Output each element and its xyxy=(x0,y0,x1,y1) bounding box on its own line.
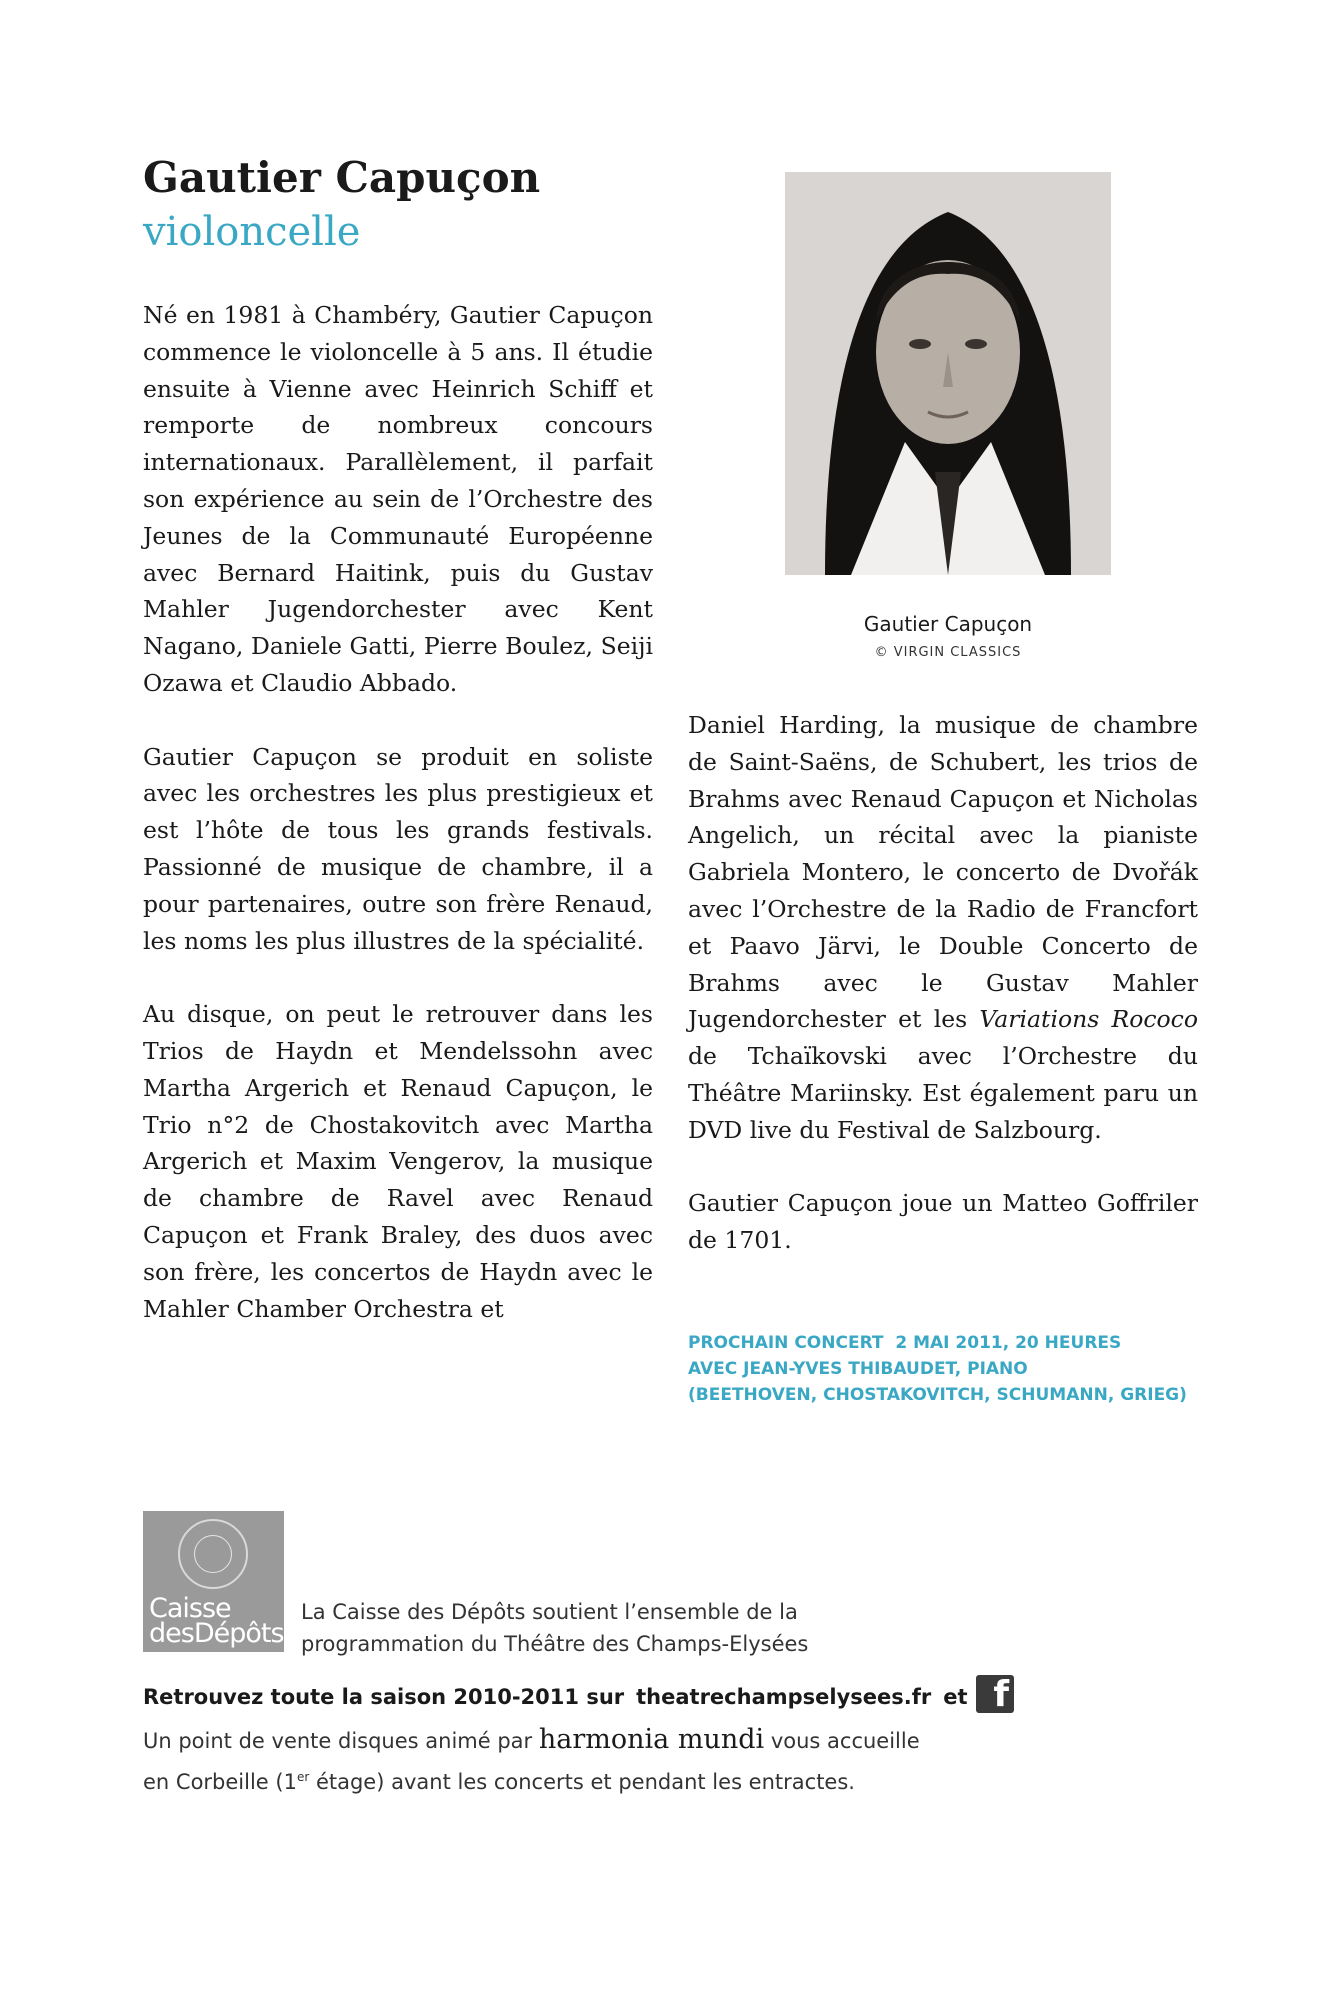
photo-caption: Gautier Capuçon xyxy=(863,612,1033,636)
record-shop-note: Un point de vente disques animé par harmonia mundi vous accueille en Corbeille (1er étage) avant les concerts et pendant les entractes. xyxy=(143,1724,920,1794)
bio-text: Daniel Harding, la musique de chambre de Saint-Saëns, de Schubert, les trios de Brahms avec Renaud Capuçon et Nicholas Angelich, un récital avec la pianiste Gabriela Montero, le concerto de Dvořák avec l’Orchestre de la Radio de Francfort et Paavo Järvi, le Double Concerto de Brahms avec le Gustav Mahler Jugendorchester et les xyxy=(688,711,1198,1034)
facebook-icon[interactable] xyxy=(976,1675,1014,1713)
bio-text: de Tchaïkovski avec l’Orchestre du Théâtre Mariinsky. Est également paru un DVD live du Festival de Salzbourg. xyxy=(688,1042,1198,1144)
bio-paragraph: Gautier Capuçon se produit en soliste avec les orchestres les plus prestigieux et est l’hôte de tous les grands festivals. Passionné de musique de chambre, il a pour partenaires, outre son frère Renaud, les noms les plus illustres de la spécialité. xyxy=(143,742,653,955)
artist-photo xyxy=(785,172,1111,575)
next-concert-label: PROCHAIN CONCERT xyxy=(688,1333,884,1353)
next-concert-with: AVEC JEAN-YVES THIBAUDET, PIANO xyxy=(688,1359,1028,1379)
bio-italic-title: Variations Rococo xyxy=(979,1005,1198,1034)
bio-right-column xyxy=(688,707,1198,1296)
logo-text: desDépôts xyxy=(149,1618,284,1649)
sponsor-text: La Caisse des Dépôts soutient l’ensemble de la programmation du Théâtre des Champs-Elysées xyxy=(301,1600,809,1656)
next-concert-line-1 xyxy=(688,1330,1228,1356)
season-line xyxy=(143,1685,968,1709)
bio-paragraph xyxy=(688,707,1198,1149)
photo-credit: © VIRGIN CLASSICS xyxy=(874,645,1022,660)
website-link[interactable]: theatrechampselysees.fr xyxy=(636,1685,932,1709)
next-concert-program: (BEETHOVEN, CHOSTAKOVITCH, SCHUMANN, GRIEG) xyxy=(688,1385,1187,1405)
artist-instrument: violoncelle xyxy=(143,209,361,255)
facebook-glyph: f xyxy=(993,1674,1009,1715)
bio-paragraph: Gautier Capuçon joue un Matteo Goffriler de 1701. xyxy=(688,1189,1198,1255)
next-concert-date: 2 MAI 2011, 20 HEURES xyxy=(895,1333,1122,1353)
season-text: Retrouvez toute la saison 2010-2011 sur xyxy=(143,1685,625,1709)
logo-text: Caisse xyxy=(149,1593,231,1624)
harmonia-mundi-brand: harmonia mundi xyxy=(538,1724,765,1755)
seal-icon xyxy=(178,1519,248,1589)
portrait-image xyxy=(785,172,1111,575)
artist-name: Gautier Capuçon xyxy=(143,153,541,202)
next-concert xyxy=(688,1330,1228,1408)
caisse-des-depots-logo xyxy=(143,1511,284,1652)
bio-left-column xyxy=(143,297,653,1364)
and-text: et xyxy=(943,1685,968,1709)
bio-paragraph: Au disque, on peut le retrouver dans les Trios de Haydn et Mendelssohn avec Martha Argerich et Renaud Capuçon, le Trio n°2 de Chostakovitch avec Martha Argerich et Maxim Vengerov, la musique de chambre de Ravel avec Renaud Capuçon et Frank Braley, des duos avec son frère, les concertos de Haydn avec le Mahler Chamber Orchestra et xyxy=(143,1000,653,1323)
bio-paragraph: Né en 1981 à Chambéry, Gautier Capuçon commence le violoncelle à 5 ans. Il étudie ensuite à Vienne avec Heinrich Schiff et remporte de nombreux concours internationaux. Parallèlement, il parfait son expérience au sein de l’Orchestre des Jeunes de la Communauté Européenne avec Bernard Haitink, puis du Gustav Mahler Jugendorchester avec Kent Nagano, Daniele Gatti, Pierre Boulez, Seiji Ozawa et Claudio Abbado. xyxy=(143,301,653,697)
